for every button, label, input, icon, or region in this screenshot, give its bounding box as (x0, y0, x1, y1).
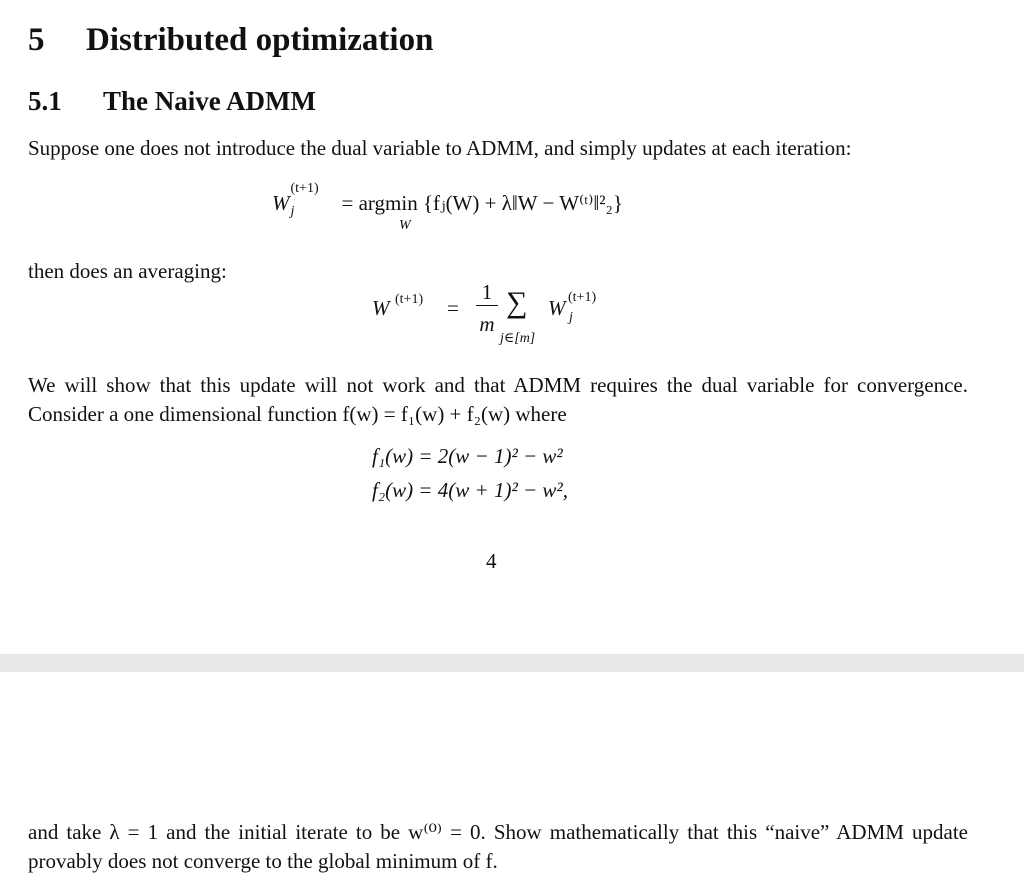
averaging-paragraph: then does an averaging: (28, 259, 227, 283)
avg-term: W (548, 296, 566, 320)
update-equation (272, 181, 623, 233)
avg-lhs: W (372, 296, 390, 320)
page-separator (0, 654, 1024, 672)
avg-equals: = (447, 296, 459, 320)
update-rhs: = argmin {fⱼ(W) + λ‖W − W⁽ᵗ⁾‖²₂} (341, 191, 623, 215)
avg-frac-top: 1 (476, 280, 498, 306)
update-lhs: W (272, 191, 290, 215)
intro-paragraph: Suppose one does not introduce the dual variable to ADMM, and simply updates at each iteration: (28, 136, 852, 160)
avg-sigma: ∑ (506, 286, 528, 319)
subsection-title: The Naive ADMM (103, 86, 316, 116)
claim-paragraph: We will show that this update will not work and that ADMM requires the dual variable for convergence. Consider a one dimensional function f(w) = f₁(w) + f₂(w) where (28, 373, 968, 426)
document-page-next (0, 672, 1024, 892)
subsection-heading (28, 86, 316, 117)
avg-under: j∈[m] (500, 331, 536, 346)
update-under: W (399, 218, 411, 233)
task-paragraph: and take λ = 1 and the initial iterate to be w⁽⁰⁾ = 0. Show mathematically that this “naive” ADMM update provably does not converge to the global minimum of f. (28, 820, 968, 873)
avg-frac-bot: m (479, 312, 495, 336)
update-sup: (t+1) (290, 181, 319, 196)
f2-equation: f₂(w) = 4(w + 1)² − w², (372, 478, 568, 502)
avg-sup: (t+1) (395, 292, 424, 307)
section-number: 5 (28, 22, 45, 58)
avg-term-sub: j (569, 310, 573, 325)
avg-term-sup: (t+1) (568, 290, 597, 305)
update-sub: j (290, 204, 295, 219)
page-number: 4 (486, 549, 497, 573)
section-title: Distributed optimization (86, 22, 434, 58)
f1-equation: f₁(w) = 2(w − 1)² − w² (372, 444, 563, 468)
section-heading (28, 22, 433, 59)
subsection-number: 5.1 (28, 86, 62, 116)
